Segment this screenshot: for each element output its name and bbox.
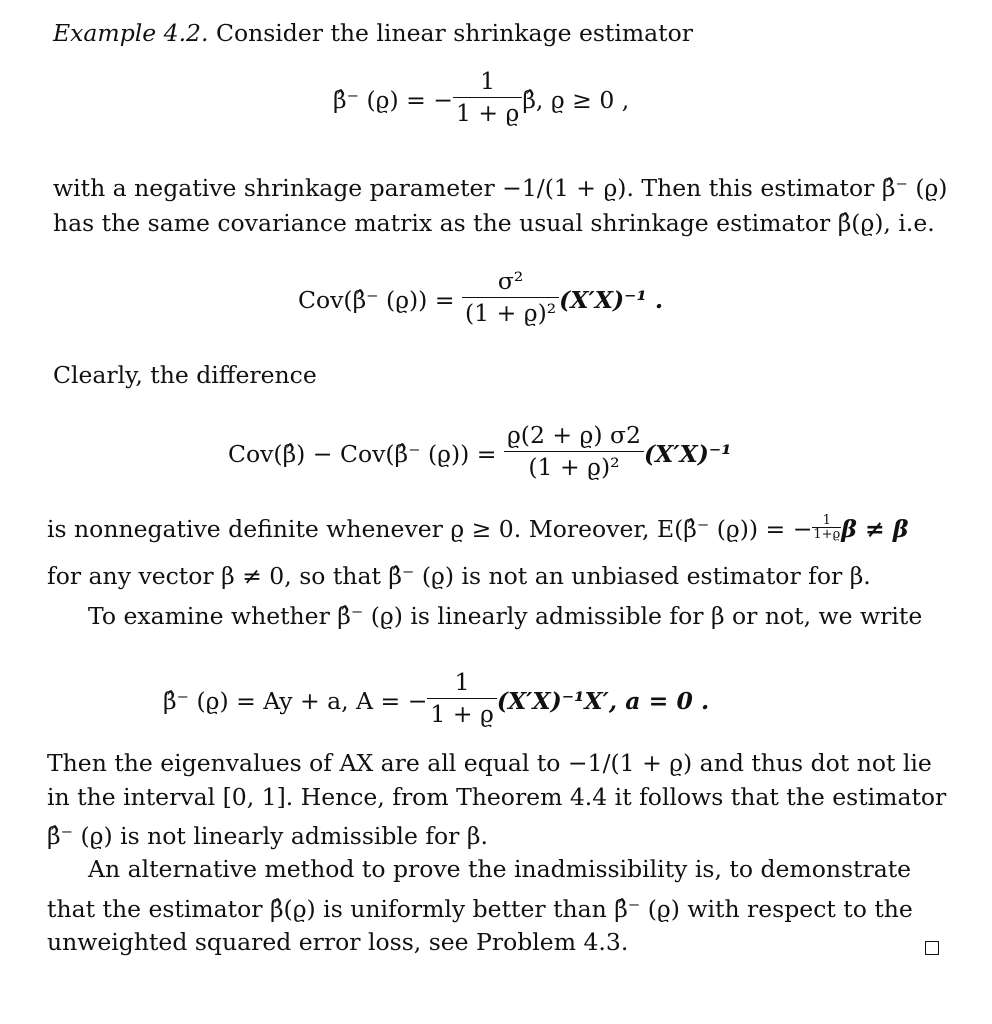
eq3-numerator: ϱ(2 + ϱ) σ2	[504, 424, 644, 452]
eq3-denominator: (1 + ϱ)²	[528, 452, 620, 481]
paragraph-3-line-2: for any vector β ≠ 0, so that β̂⁻ (ϱ) is not an unbiased estimator for β.	[47, 562, 871, 590]
eq4-lhs: β̂⁻ (ϱ) = Ay + a, A = −	[163, 687, 428, 715]
p3-small-fraction	[812, 514, 841, 541]
paragraph-5-line-1: Then the eigenvalues of AX are all equal to −1/(1 + ϱ) and thus dot not lie	[47, 749, 932, 777]
p3-small-numerator: 1	[812, 514, 841, 528]
eq1-rhs: β̂, ϱ ≥ 0 ,	[522, 86, 630, 114]
eq4-denominator: 1 + ϱ	[430, 699, 494, 728]
paragraph-2: Clearly, the difference	[53, 361, 317, 389]
p3-line1-start: is nonnegative definite whenever ϱ ≥ 0. Moreover, E(β̂⁻ (ϱ)) = −	[47, 515, 813, 543]
equation-3	[228, 421, 732, 483]
p3-small-denominator: 1+ϱ	[813, 527, 841, 542]
eq2-numerator: σ²	[462, 270, 559, 298]
equation-1	[333, 67, 630, 129]
example-heading	[53, 19, 694, 47]
equation-4	[163, 668, 710, 730]
eq3-rhs: (X′X)⁻¹	[643, 440, 732, 468]
eq2-lhs: Cov(β̂⁻ (ϱ)) =	[298, 286, 455, 314]
eq4-fraction	[427, 668, 496, 728]
paragraph-5-line-3: β̂⁻ (ϱ) is not linearly admissible for β.	[47, 822, 488, 850]
eq1-fraction	[453, 67, 522, 127]
paragraph-3-line-1	[47, 513, 909, 544]
paragraph-6-line-3: unweighted squared error loss, see Problem 4.3.	[47, 928, 629, 956]
eq2-fraction	[462, 267, 559, 327]
example-label: Example 4.2.	[53, 19, 209, 47]
eq2-rhs: (X′X)⁻¹ .	[559, 286, 664, 314]
paragraph-6-line-1: An alternative method to prove the inadmissibility is, to demonstrate	[88, 855, 912, 883]
eq3-fraction	[504, 421, 644, 481]
eq3-lhs: Cov(β̂) − Cov(β̂⁻ (ϱ)) =	[228, 440, 497, 468]
paragraph-1-line-2: has the same covariance matrix as the usual shrinkage estimator β̂(ϱ), i.e.	[53, 209, 935, 237]
eq1-lhs: β̂⁻ (ϱ) = −	[333, 86, 453, 114]
paragraph-5-line-2: in the interval [0, 1]. Hence, from Theorem 4.4 it follows that the estimator	[47, 783, 947, 811]
equation-2	[298, 267, 664, 329]
eq1-denominator: 1 + ϱ	[455, 98, 520, 127]
eq1-numerator: 1	[453, 70, 522, 98]
paragraph-1-line-1: with a negative shrinkage parameter −1/(1 + ϱ). Then this estimator β̂⁻ (ϱ)	[53, 174, 948, 202]
paragraph-4: To examine whether β̂⁻ (ϱ) is linearly admissible for β or not, we write	[88, 602, 923, 630]
eq2-denominator: (1 + ϱ)²	[465, 298, 557, 327]
qed-square-icon	[925, 933, 939, 961]
eq4-rhs: (X′X)⁻¹X′, a = 0 .	[496, 687, 710, 715]
eq4-numerator: 1	[427, 671, 496, 699]
example-intro: Consider the linear shrinkage estimator	[215, 19, 694, 47]
paragraph-6-line-2: that the estimator β̂(ϱ) is uniformly better than β̂⁻ (ϱ) with respect to the	[47, 895, 913, 923]
p3-line1-end: β ≠ β	[841, 515, 909, 543]
